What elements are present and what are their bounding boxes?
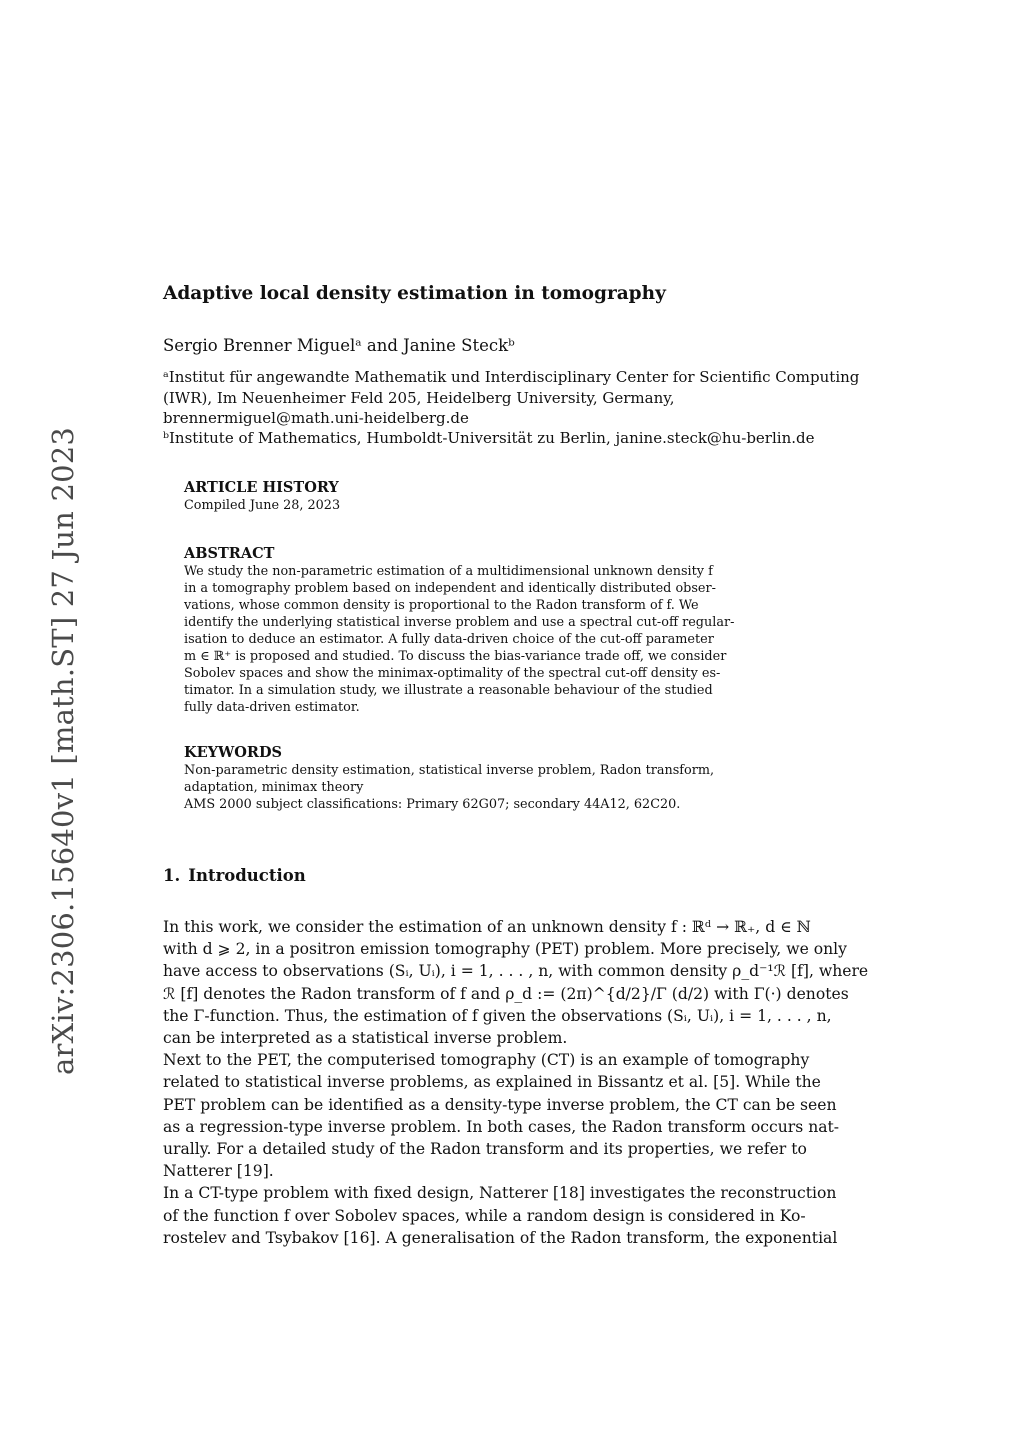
section-title: Introduction: [188, 866, 306, 885]
paper-title: Adaptive local density estimation in tomography: [163, 283, 666, 304]
body-line: have access to observations (Sᵢ, Uᵢ), i = 1, . . . , n, with common density ρ_d⁻¹ℛ [f], where: [163, 962, 869, 981]
abstract-line: identify the underlying statistical inverse problem and use a spectral cut-off regular-: [184, 615, 735, 630]
body-line: related to statistical inverse problems, as explained in Bissantz et al. [5]. While the: [163, 1073, 821, 1092]
article-history: [184, 479, 764, 514]
keywords-line: Non-parametric density estimation, statistical inverse problem, Radon transform,: [184, 763, 715, 778]
keywords: [184, 744, 764, 813]
arxiv-identifier: arXiv:2306.15640v1 [math.ST] 27 Jun 2023: [46, 426, 80, 1075]
abstract-line: vations, whose common density is proportional to the Radon transform of f. We: [184, 598, 699, 613]
abstract-line: m ∈ ℝ⁺ is proposed and studied. To discuss the bias-variance trade off, we consider: [184, 649, 727, 664]
body-line: as a regression-type inverse problem. In both cases, the Radon transform occurs nat-: [163, 1117, 840, 1136]
abstract-line: We study the non-parametric estimation of a multidimensional unknown density f: [184, 564, 713, 579]
affiliation-a-line: ᵃInstitut für angewandte Mathematik und Interdisciplinary Center for Scientific Computing: [163, 368, 860, 386]
body-line: In a CT-type problem with fixed design, Natterer [18] investigates the reconstruction: [163, 1184, 837, 1203]
abstract-heading: ABSTRACT: [184, 545, 275, 562]
compiled-date: Compiled June 28, 2023: [184, 498, 341, 513]
section-heading-introduction: [163, 866, 306, 885]
body-line: the Γ-function. Thus, the estimation of f given the observations (Sᵢ, Uᵢ), i = 1, . . . , n,: [163, 1006, 832, 1025]
body-line: PET problem can be identified as a density-type inverse problem, the CT can be seen: [163, 1095, 837, 1114]
affiliation-a-line: (IWR), Im Neuenheimer Feld 205, Heidelberg University, Germany,: [163, 388, 675, 407]
body-line: with d ⩾ 2, in a positron emission tomography (PET) problem. More precisely, we only: [163, 940, 847, 959]
keywords-heading: KEYWORDS: [184, 744, 283, 761]
introduction-body: [163, 916, 869, 1249]
body-line: can be interpreted as a statistical inverse problem.: [163, 1029, 568, 1048]
section-number: 1.: [163, 866, 181, 885]
body-line: ℛ [f] denotes the Radon transform of f and ρ_d := (2π)^{d/2}/Γ (d/2) with Γ(·) denotes: [163, 984, 849, 1003]
body-line: of the function f over Sobolev spaces, while a random design is considered in Ko-: [163, 1206, 806, 1225]
abstract-line: in a tomography problem based on independent and identically distributed obser-: [184, 581, 716, 596]
keywords-line: adaptation, minimax theory: [184, 780, 364, 795]
abstract-line: Sobolev spaces and show the minimax-optimality of the spectral cut-off density es-: [184, 666, 721, 681]
body-line: rostelev and Tsybakov [16]. A generalisation of the Radon transform, the exponential: [163, 1228, 838, 1247]
abstract-line: timator. In a simulation study, we illustrate a reasonable behaviour of the studied: [184, 683, 713, 698]
body-line: In this work, we consider the estimation of an unknown density f : ℝᵈ → ℝ₊, d ∈ ℕ: [163, 918, 811, 936]
author-list: Sergio Brenner Miguelᵃ and Janine Steckᵇ: [163, 336, 515, 355]
body-line: Next to the PET, the computerised tomography (CT) is an example of tomography: [163, 1051, 810, 1070]
affiliation-a: [163, 367, 863, 429]
body-line: Natterer [19].: [163, 1162, 274, 1181]
affiliation-b: ᵇInstitute of Mathematics, Humboldt-Universität zu Berlin, janine.steck@hu-berlin.de: [163, 429, 815, 447]
abstract-line: isation to deduce an estimator. A fully data-driven choice of the cut-off parameter: [184, 632, 714, 647]
article-history-heading: ARTICLE HISTORY: [184, 479, 339, 496]
ams-classification: AMS 2000 subject classifications: Primary 62G07; secondary 44A12, 62C20.: [184, 797, 681, 812]
abstract-line: fully data-driven estimator.: [184, 700, 360, 715]
body-line: urally. For a detailed study of the Radon transform and its properties, we refer to: [163, 1140, 807, 1159]
abstract: [184, 545, 764, 716]
affiliation-a-email: brennermiguel@math.uni-heidelberg.de: [163, 409, 469, 427]
